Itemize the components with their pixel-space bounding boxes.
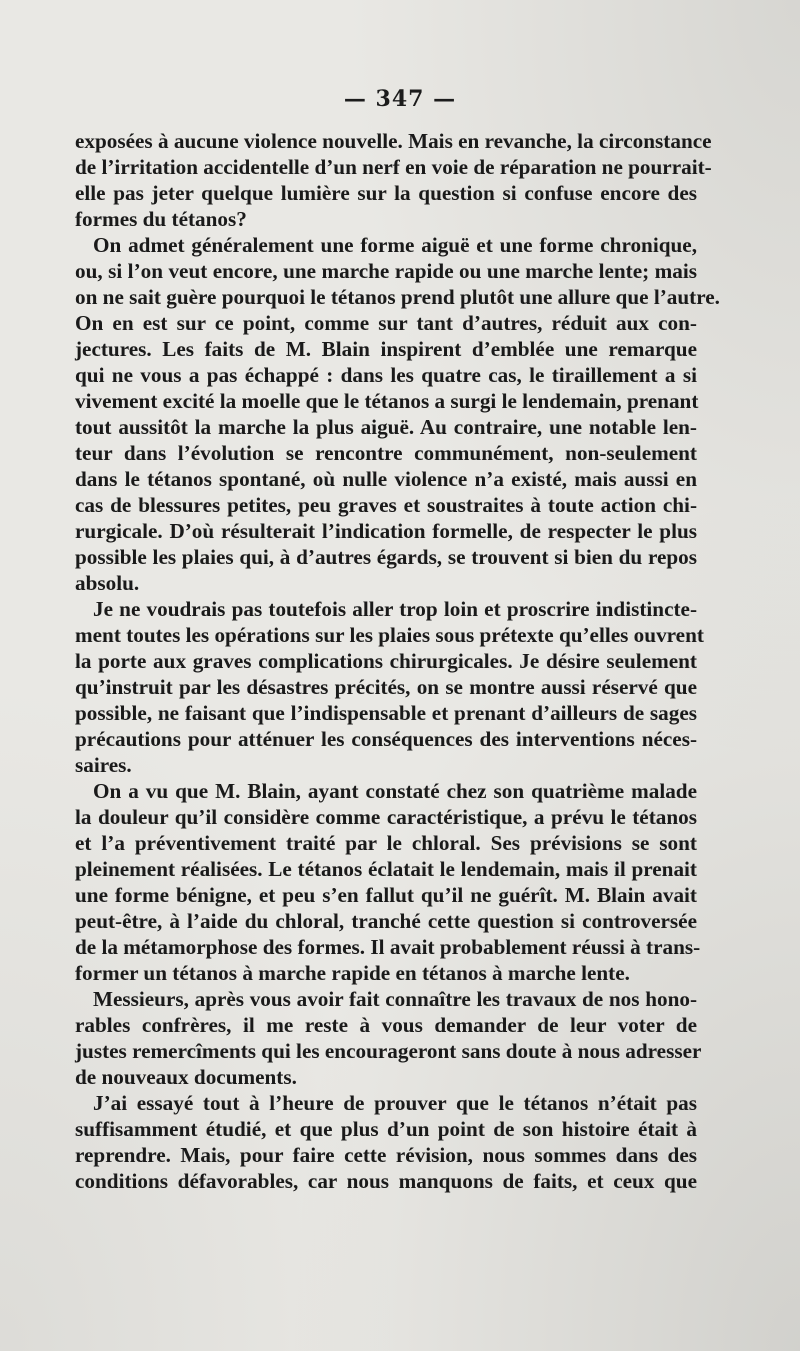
- text-line: conditions défavorables, car nous manquons de faits, et ceux que: [75, 1169, 697, 1193]
- text-line: J’ai essayé tout à l’heure de prouver que le tétanos n’était pas: [93, 1091, 697, 1115]
- text-line: exposées à aucune violence nouvelle. Mais en revanche, la circonstance: [75, 129, 712, 153]
- text-line: la porte aux graves complications chirurgicales. Je désire seulement: [75, 649, 697, 673]
- text-line: suffisamment étudié, et que plus d’un point de son histoire était à: [75, 1117, 697, 1141]
- text-line: dans le tétanos spontané, où nulle violence n’a existé, mais aussi en: [75, 467, 697, 491]
- body-text: [75, 128, 720, 1194]
- text-line: de la métamorphose des formes. Il avait probablement réussi à trans-: [75, 935, 701, 959]
- page-number: — 347 —: [343, 86, 457, 112]
- text-line: saires.: [75, 753, 132, 777]
- text-line: reprendre. Mais, pour faire cette révision, nous sommes dans des: [75, 1143, 697, 1167]
- text-line: et l’a préventivement traité par le chloral. Ses prévisions se sont: [75, 831, 697, 855]
- text-line: de l’irritation accidentelle d’un nerf en voie de réparation ne pourrait-: [75, 155, 712, 179]
- text-line: On en est sur ce point, comme sur tant d’autres, réduit aux con-: [75, 311, 697, 335]
- text-line: précautions pour atténuer les conséquences des interventions néces-: [75, 727, 697, 751]
- text-line: Messieurs, après vous avoir fait connaître les travaux de nos hono-: [93, 987, 697, 1011]
- text-line: teur dans l’évolution se rencontre communément, non-seulement: [75, 441, 697, 465]
- text-line: rables confrères, il me reste à vous demander de leur voter de: [75, 1013, 697, 1037]
- text-line: elle pas jeter quelque lumière sur la question si confuse encore des: [75, 181, 697, 205]
- text-line: peut-être, à l’aide du chloral, tranché cette question si controversée: [75, 909, 697, 933]
- text-line: de nouveaux documents.: [75, 1065, 297, 1089]
- text-line: former un tétanos à marche rapide en tétanos à marche lente.: [75, 961, 630, 985]
- text-line: la douleur qu’il considère comme caractéristique, a prévu le tétanos: [75, 805, 697, 829]
- text-line: rurgicale. D’où résulterait l’indication formelle, de respecter le plus: [75, 519, 697, 543]
- text-line: justes remercîments qui les encourageront sans doute à nous adresser: [75, 1039, 702, 1063]
- text-line: tout aussitôt la marche la plus aiguë. Au contraire, une notable len-: [75, 415, 697, 439]
- text-line: pleinement réalisées. Le tétanos éclatait le lendemain, mais il prenait: [75, 857, 697, 881]
- text-line: absolu.: [75, 571, 140, 595]
- text-line: ou, si l’on veut encore, une marche rapide ou une marche lente; mais: [75, 259, 697, 283]
- text-line: formes du tétanos?: [75, 207, 247, 231]
- text-line: qu’instruit par les désastres précités, on se montre aussi réservé que: [75, 675, 697, 699]
- text-line: qui ne vous a pas échappé : dans les quatre cas, le tiraillement a si: [75, 363, 697, 387]
- text-line: On admet généralement une forme aiguë et une forme chronique,: [93, 233, 697, 257]
- text-line: on ne sait guère pourquoi le tétanos prend plutôt une allure que l’autre.: [75, 285, 720, 309]
- text-line: jectures. Les faits de M. Blain inspirent d’emblée une remarque: [75, 337, 697, 361]
- text-line: Je ne voudrais pas toutefois aller trop loin et proscrire indistincte-: [93, 597, 697, 621]
- text-line: On a vu que M. Blain, ayant constaté chez son quatrième malade: [93, 779, 697, 803]
- text-line: possible les plaies qui, à d’autres égards, se trouvent si bien du repos: [75, 545, 697, 569]
- text-line: ment toutes les opérations sur les plaies sous prétexte qu’elles ouvrent: [75, 623, 704, 647]
- text-line: vivement excité la moelle que le tétanos a surgi le lendemain, prenant: [75, 389, 699, 413]
- text-line: possible, ne faisant que l’indispensable et prenant d’ailleurs de sages: [75, 701, 697, 725]
- text-line: cas de blessures petites, peu graves et soustraites à toute action chi-: [75, 493, 697, 517]
- text-line: une forme bénigne, et peu s’en fallut qu’il ne guérît. M. Blain avait: [75, 883, 697, 907]
